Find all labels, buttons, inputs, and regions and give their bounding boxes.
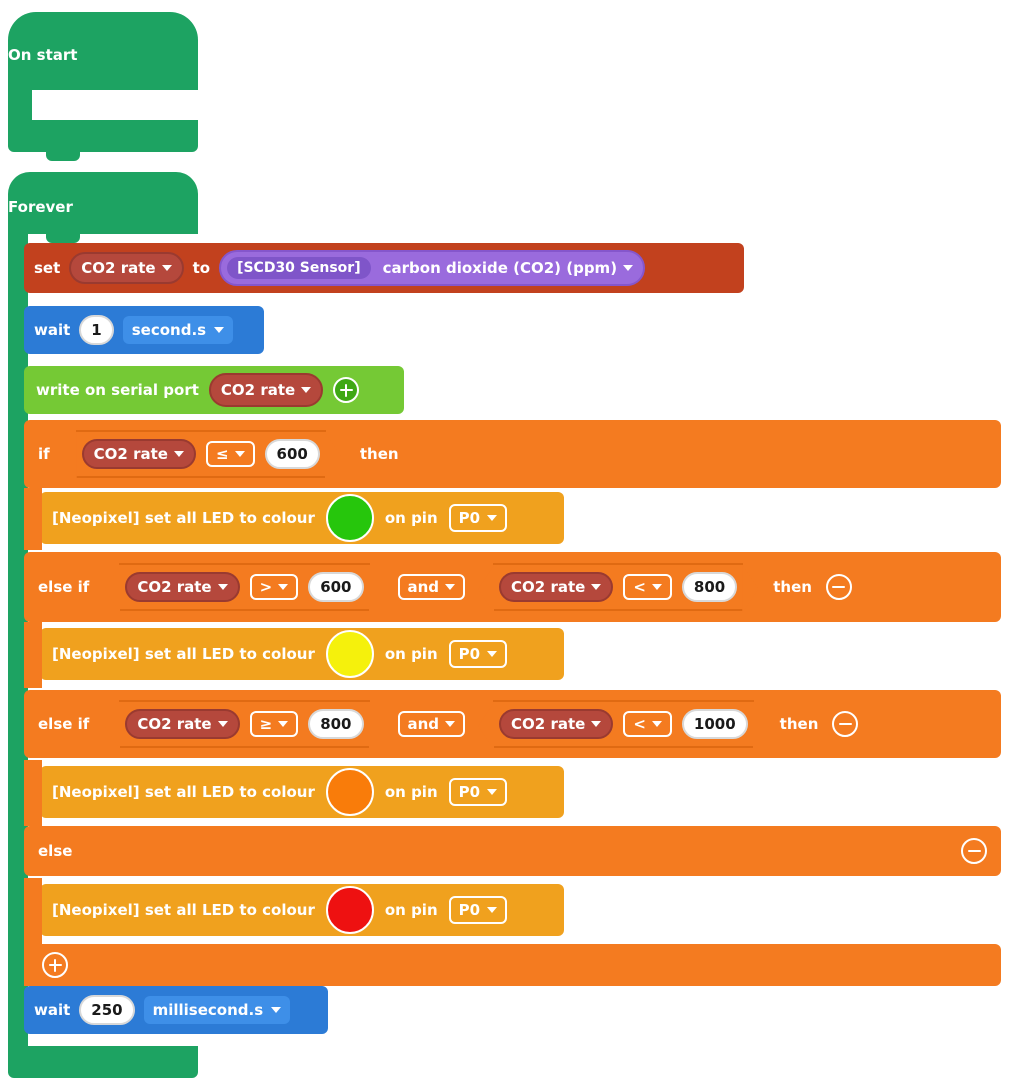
wait-block-bottom[interactable]: [24, 986, 328, 1034]
set-label: set: [34, 259, 61, 277]
colour-swatch-green[interactable]: [326, 494, 374, 542]
sensor-tag: [SCD30 Sensor]: [227, 257, 371, 279]
else-label: else: [38, 842, 73, 860]
pin-dropdown-green[interactable]: [449, 504, 507, 532]
chevron-down-icon: [487, 515, 497, 521]
on-start-block-body: [8, 90, 32, 120]
condition-2a-operator-label: >: [259, 578, 273, 596]
colour-swatch-yellow[interactable]: [326, 630, 374, 678]
pin-value-orange: P0: [458, 783, 481, 801]
if-branch-1-spine: [24, 488, 42, 550]
else-if-branch-header-3[interactable]: [24, 690, 1001, 758]
forever-text: Forever: [8, 198, 73, 216]
then-label-3: then: [779, 715, 819, 733]
condition-1-operator-label: ≤: [215, 445, 229, 463]
chevron-down-icon: [218, 584, 228, 590]
condition-1-left-label: CO2 rate: [93, 445, 168, 463]
wait-unit-dropdown[interactable]: [123, 316, 233, 344]
chevron-down-icon: [445, 584, 455, 590]
neopixel-label-green: [Neopixel] set all LED to colour: [52, 509, 315, 527]
serial-variable-dropdown[interactable]: [209, 373, 323, 407]
chevron-down-icon: [235, 451, 245, 457]
serial-variable-name: CO2 rate: [220, 381, 296, 399]
else-if-label-2: else if: [38, 578, 90, 596]
neopixel-block-red[interactable]: [40, 884, 564, 936]
then-label-2: then: [773, 578, 812, 596]
condition-3a-operator[interactable]: [250, 711, 299, 737]
colour-swatch-orange[interactable]: [326, 768, 374, 816]
condition-2-join-label: and: [407, 578, 440, 596]
chevron-down-icon: [487, 651, 497, 657]
pin-value-red: P0: [458, 901, 481, 919]
condition-2-left-group[interactable]: [119, 563, 369, 611]
if-branch-3-spine: [24, 760, 42, 826]
condition-2a-left-operand[interactable]: [125, 572, 239, 602]
chevron-down-icon: [591, 584, 601, 590]
chevron-down-icon: [487, 907, 497, 913]
sensor-reporter[interactable]: [219, 250, 645, 286]
remove-branch-button-4[interactable]: [961, 838, 987, 864]
serial-write-block[interactable]: [24, 366, 404, 414]
condition-3b-left-label: CO2 rate: [511, 715, 586, 733]
neopixel-label-red: [Neopixel] set all LED to colour: [52, 901, 315, 919]
chevron-down-icon: [652, 721, 662, 727]
condition-3b-operator[interactable]: [623, 711, 672, 737]
condition-3b-operator-label: <: [633, 715, 646, 733]
forever-label: [8, 192, 188, 222]
else-if-label-3: else if: [38, 715, 90, 733]
condition-3-join-operator[interactable]: [398, 711, 466, 737]
condition-2a-operator[interactable]: [250, 574, 299, 600]
pin-value-green: P0: [458, 509, 481, 527]
pin-label-yellow: on pin: [384, 645, 438, 663]
remove-branch-button-2[interactable]: [826, 574, 852, 600]
if-condition-1[interactable]: [76, 430, 326, 478]
colour-swatch-red[interactable]: [326, 886, 374, 934]
chevron-down-icon: [218, 721, 228, 727]
wait-block-top[interactable]: [24, 306, 264, 354]
condition-2b-right-operand[interactable]: 800: [682, 572, 737, 602]
pin-label-green: on pin: [384, 509, 438, 527]
pin-value-yellow: P0: [458, 645, 481, 663]
wait-bottom-unit-dropdown[interactable]: [144, 996, 291, 1024]
neopixel-block-green[interactable]: [40, 492, 564, 544]
add-branch-button[interactable]: [42, 952, 68, 978]
condition-2b-left-label: CO2 rate: [511, 578, 586, 596]
wait-unit-label: second.s: [131, 321, 207, 339]
remove-branch-button-3[interactable]: [832, 711, 858, 737]
set-variable-block[interactable]: [24, 243, 744, 293]
chevron-down-icon: [623, 265, 633, 271]
pin-label-orange: on pin: [384, 783, 438, 801]
chevron-down-icon: [278, 721, 288, 727]
condition-2b-left-operand[interactable]: [499, 572, 613, 602]
condition-2a-right-operand[interactable]: 600: [308, 572, 363, 602]
chevron-down-icon: [174, 451, 184, 457]
on-start-label: [8, 40, 188, 70]
wait-label: wait: [34, 321, 71, 339]
if-branch-2-spine: [24, 622, 42, 688]
pin-label-red: on pin: [384, 901, 438, 919]
chevron-down-icon: [652, 584, 662, 590]
condition-3-left-group[interactable]: [119, 700, 369, 748]
neopixel-label-orange: [Neopixel] set all LED to colour: [52, 783, 315, 801]
chevron-down-icon: [591, 721, 601, 727]
on-start-text: On start: [8, 46, 78, 64]
neopixel-block-orange[interactable]: [40, 766, 564, 818]
wait-value-input[interactable]: 1: [79, 315, 113, 345]
chevron-down-icon: [214, 327, 224, 333]
forever-block-foot: [8, 1046, 198, 1078]
condition-2b-operator[interactable]: [623, 574, 672, 600]
condition-2-join-operator[interactable]: [398, 574, 466, 600]
serial-add-argument-button[interactable]: [333, 377, 359, 403]
condition-3a-right-operand[interactable]: 800: [308, 709, 363, 739]
wait-bottom-unit-label: millisecond.s: [152, 1001, 264, 1019]
sensor-value-label: carbon dioxide (CO2) (ppm): [382, 259, 618, 277]
chevron-down-icon: [271, 1007, 281, 1013]
condition-3-right-group[interactable]: [493, 700, 754, 748]
condition-3a-operator-label: ≥: [259, 715, 273, 733]
neopixel-block-yellow[interactable]: [40, 628, 564, 680]
condition-3-join-label: and: [407, 715, 440, 733]
to-label: to: [192, 259, 211, 277]
pin-dropdown-orange[interactable]: [449, 778, 507, 806]
chevron-down-icon: [487, 789, 497, 795]
set-variable-dropdown[interactable]: [69, 252, 183, 284]
condition-1-left-operand[interactable]: [82, 439, 196, 469]
chevron-down-icon: [278, 584, 288, 590]
if-branch-header[interactable]: [24, 420, 1001, 488]
wait-bottom-label: wait: [34, 1001, 71, 1019]
condition-1-right-operand[interactable]: 600: [265, 439, 320, 469]
condition-3b-left-operand[interactable]: [499, 709, 613, 739]
condition-3b-right-operand[interactable]: 1000: [682, 709, 748, 739]
condition-1-operator[interactable]: [206, 441, 255, 467]
condition-3a-left-operand[interactable]: [125, 709, 239, 739]
else-branch-spine: [24, 878, 42, 944]
chevron-down-icon: [301, 387, 311, 393]
wait-bottom-value-input[interactable]: 250: [79, 995, 134, 1025]
condition-2b-operator-label: <: [633, 578, 646, 596]
if-block-footer[interactable]: [24, 944, 1001, 986]
set-variable-name: CO2 rate: [81, 259, 156, 277]
on-start-inner-gap: [32, 90, 198, 120]
on-start-block-foot: [8, 120, 198, 152]
forever-inner-notch: [46, 234, 80, 243]
else-branch-header[interactable]: [24, 826, 1001, 876]
if-label: if: [38, 445, 50, 463]
on-start-bottom-notch: [46, 152, 80, 161]
condition-2-right-group[interactable]: [493, 563, 743, 611]
pin-dropdown-red[interactable]: [449, 896, 507, 924]
serial-label: write on serial port: [36, 381, 199, 399]
chevron-down-icon: [162, 265, 172, 271]
else-if-branch-header-2[interactable]: [24, 552, 1001, 622]
condition-2a-left-label: CO2 rate: [137, 578, 212, 596]
chevron-down-icon: [445, 721, 455, 727]
neopixel-label-yellow: [Neopixel] set all LED to colour: [52, 645, 315, 663]
pin-dropdown-yellow[interactable]: [449, 640, 507, 668]
then-label-1: then: [359, 445, 399, 463]
condition-3a-left-label: CO2 rate: [137, 715, 212, 733]
